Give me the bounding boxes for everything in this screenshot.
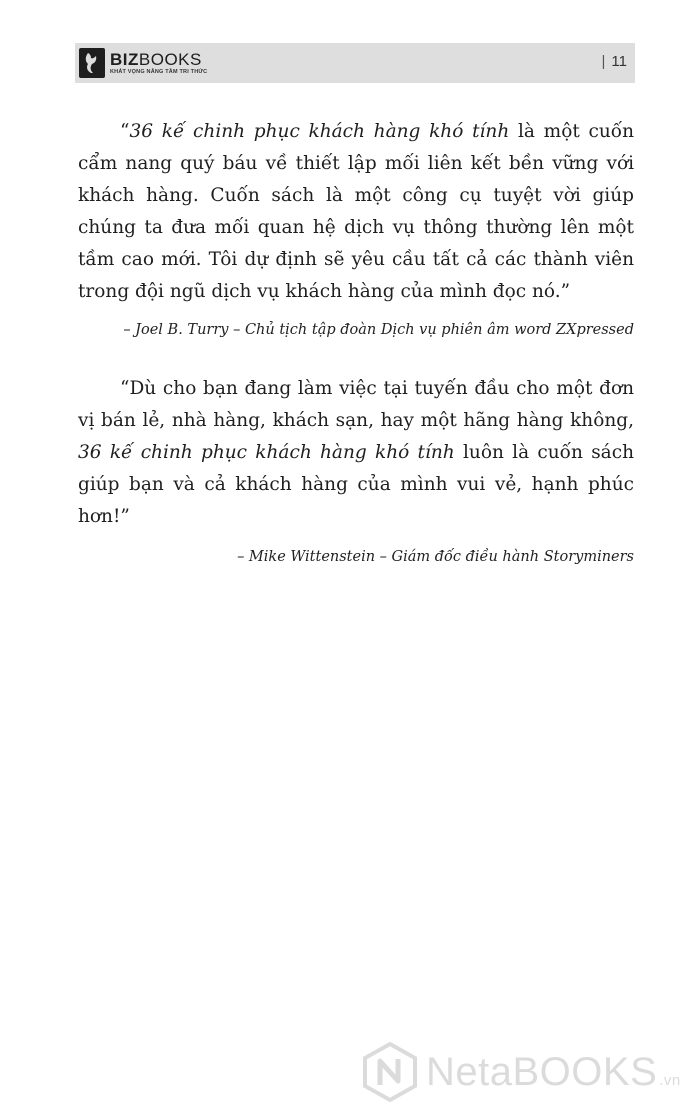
testimonial-quote-1: “36 kế chinh phục khách hàng khó tính là một cuốn cẩm nang quý báu về thiết lập mối liên kết bền vững với khách hàng. Cuốn sách là một công cụ tuyệt vời giúp chúng ta đưa mối quan hệ dịch vụ thông thường lên một tầm cao mới. Tôi dự định sẽ yêu cầu tất cả các thành viên trong đội ngũ dịch vụ khách hàng của mình đọc nó.” bbox=[78, 121, 634, 302]
page-number: | 11 bbox=[601, 53, 627, 70]
watermark-text: NetaBOOKS .vn bbox=[426, 1049, 681, 1094]
testimonial-quote-2: “Dù cho bạn đang làm việc tại tuyến đầu cho một đơn vị bán lẻ, nhà hàng, khách sạn, hay một hãng hàng không, 36 kế chinh phục khách hàng khó tính luôn là cuốn sách giúp bạn và cả khách hàng của mình vui vẻ, hạnh phúc hơn!” bbox=[78, 378, 634, 527]
bizbooks-logo-icon bbox=[79, 48, 105, 78]
brand-name: BIZBOOKS bbox=[110, 49, 202, 69]
testimonial-attribution-1: – Joel B. Turry – Chủ tịch tập đoàn Dịch vụ phiên âm word ZXpressed bbox=[123, 322, 634, 338]
page-header bbox=[75, 43, 635, 83]
neta-hexagon-icon bbox=[362, 1041, 418, 1103]
bizbooks-logo bbox=[79, 47, 207, 79]
book-title-italic: 36 kế chinh phục khách hàng khó tính bbox=[78, 442, 455, 463]
brand-tagline: KHÁT VỌNG NÂNG TẦM TRI THỨC bbox=[110, 68, 208, 75]
page-number-separator: | bbox=[601, 53, 606, 70]
book-title-italic: 36 kế chinh phục khách hàng khó tính bbox=[129, 121, 510, 142]
testimonial-attribution-2: – Mike Wittenstein – Giám đốc điều hành Storyminers bbox=[237, 549, 634, 565]
netabooks-watermark bbox=[362, 1040, 681, 1104]
